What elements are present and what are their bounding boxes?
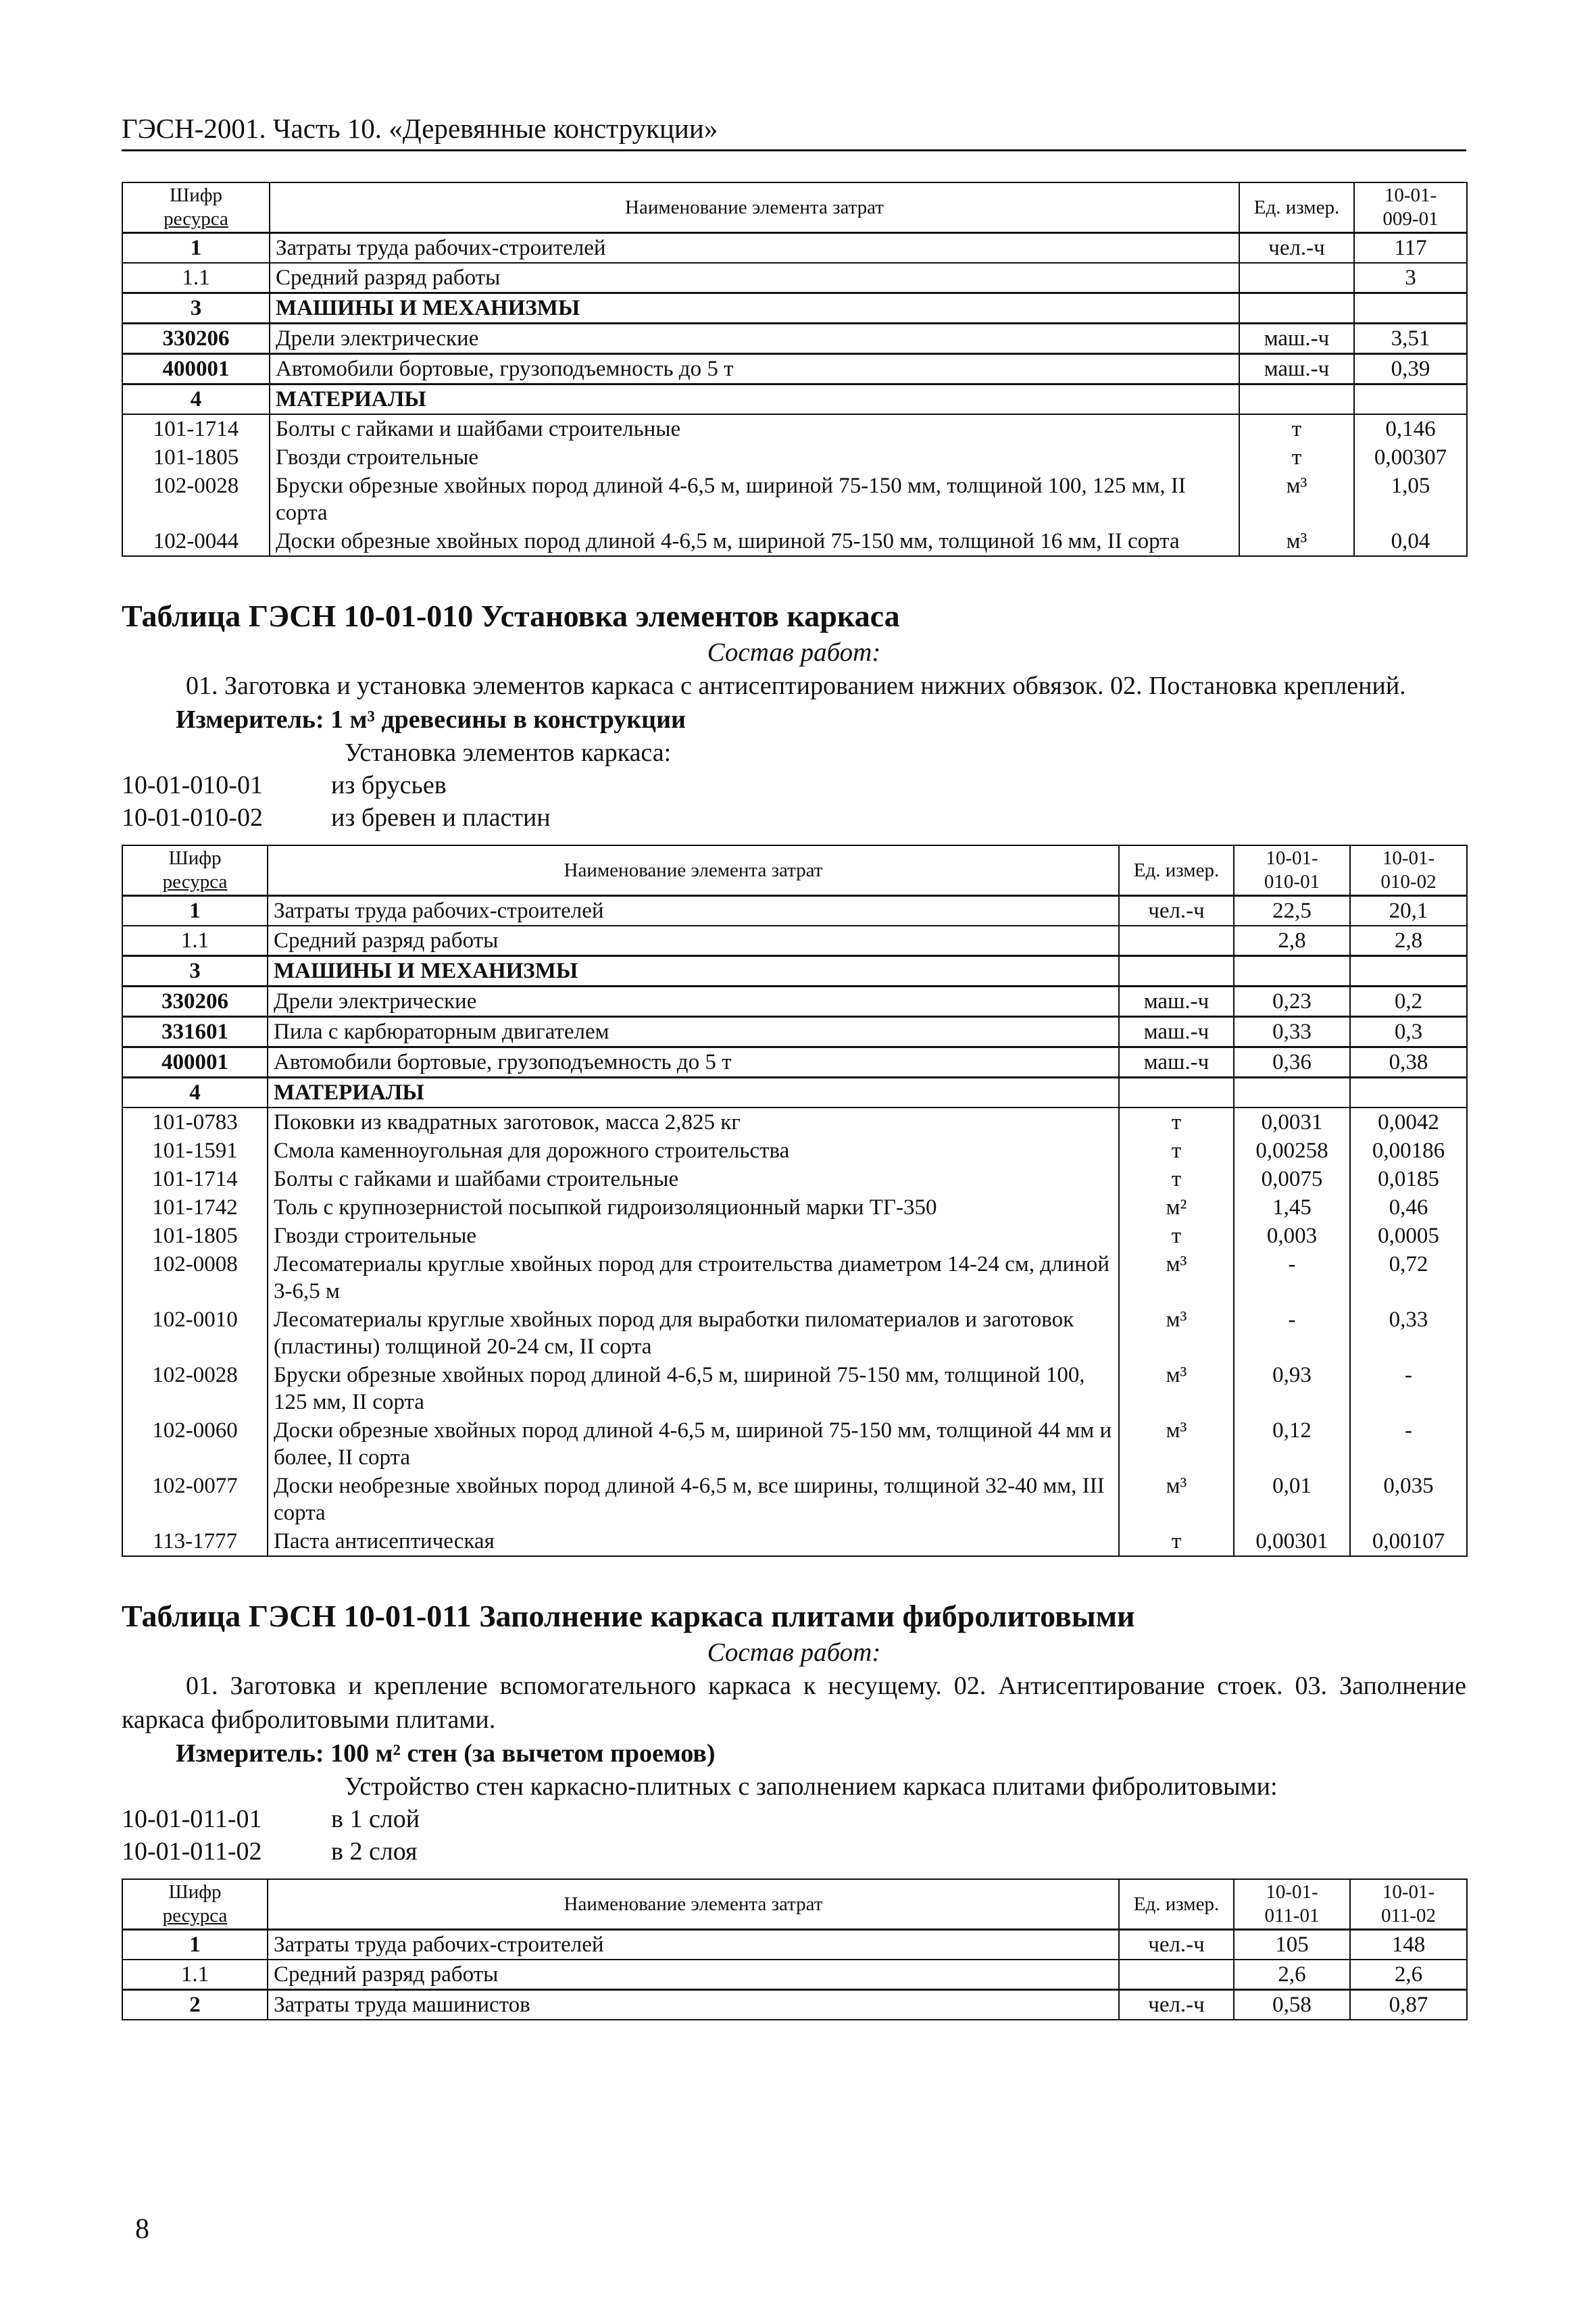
- table-row: [122, 1305, 1467, 1361]
- table-row: [122, 1930, 1467, 1960]
- row-unit: [1119, 1960, 1234, 1990]
- row-value: 0,33: [1234, 1017, 1350, 1047]
- table-title-011: Таблица ГЭСН 10-01-011 Заполнение каркаса плитами фибролитовыми: [122, 1599, 1135, 1633]
- table-row: [122, 1527, 1467, 1556]
- header-norm-code: [1350, 845, 1467, 896]
- variant-label: в 2 слоя: [331, 1837, 418, 1866]
- table-row: [122, 1165, 1467, 1193]
- row-name: Поковки из квадратных заготовок, масса 2,825 кг: [268, 1107, 1119, 1137]
- row-code: 113-1777: [122, 1527, 268, 1556]
- row-value: 0,12: [1234, 1416, 1350, 1472]
- row-name: МАШИНЫ И МЕХАНИЗМЫ: [270, 293, 1239, 324]
- row-unit: маш.-ч: [1119, 1017, 1234, 1047]
- table-row: [122, 926, 1467, 956]
- row-name: Болты с гайками и шайбами строительные: [268, 1165, 1119, 1193]
- row-name: Болты с гайками и шайбами строительные: [270, 414, 1239, 443]
- row-unit: м³: [1119, 1305, 1234, 1361]
- row-value: -: [1234, 1250, 1350, 1305]
- row-name: Дрели электрические: [268, 987, 1119, 1017]
- table-row: [122, 1361, 1467, 1416]
- row-value: 2,8: [1350, 926, 1467, 956]
- table-row: [122, 443, 1467, 472]
- row-unit: [1239, 384, 1354, 415]
- row-unit: м³: [1119, 1361, 1234, 1416]
- header-code: [122, 845, 268, 896]
- row-name: Лесоматериалы круглые хвойных пород для выработки пиломатериалов и заготовок (пластины) толщиной 20-24 см, II сорта: [268, 1305, 1119, 1361]
- table-row: [122, 1472, 1467, 1527]
- row-code: 400001: [122, 354, 270, 384]
- variant-code: 10-01-011-01: [122, 1805, 262, 1833]
- norm-code-line2: 010-02: [1380, 871, 1437, 893]
- table-row: [122, 1078, 1467, 1108]
- row-unit: т: [1239, 414, 1354, 443]
- row-name: Гвозди строительные: [270, 443, 1239, 472]
- row-value: 0,87: [1350, 1990, 1467, 2020]
- table-row: [122, 987, 1467, 1017]
- norm-code-line2: 010-01: [1264, 871, 1320, 893]
- row-value: [1234, 956, 1350, 987]
- header-code-line2: ресурса: [164, 208, 228, 230]
- row-name: Автомобили бортовые, грузоподъемность до 5 т: [268, 1047, 1119, 1078]
- row-value: 0,00107: [1350, 1527, 1467, 1556]
- header-norm-code: [1234, 845, 1350, 896]
- header-unit: Ед. измер.: [1119, 1879, 1234, 1930]
- norm-code-line1: 10-01-: [1266, 847, 1318, 869]
- row-value: -: [1234, 1305, 1350, 1361]
- row-code: 330206: [122, 324, 270, 354]
- row-value: 0,00258: [1234, 1137, 1350, 1165]
- row-name: Гвозди строительные: [268, 1222, 1119, 1250]
- row-value: 0,0005: [1350, 1222, 1467, 1250]
- row-value: 0,36: [1234, 1047, 1350, 1078]
- row-code: 1: [122, 1930, 268, 1960]
- row-code: 102-0077: [122, 1472, 268, 1527]
- row-value: 105: [1234, 1930, 1350, 1960]
- table-row: [122, 1107, 1467, 1137]
- row-value: 0,00307: [1354, 443, 1467, 472]
- row-code: 101-1714: [122, 1165, 268, 1193]
- table-row: [122, 472, 1467, 527]
- header-code: [122, 1879, 268, 1930]
- table-row: [122, 233, 1467, 264]
- row-unit: чел.-ч: [1119, 1990, 1234, 2020]
- table-row: [122, 956, 1467, 987]
- row-value: 0,39: [1354, 354, 1467, 384]
- header-row: [122, 845, 1467, 896]
- header-row: [122, 182, 1467, 233]
- norm-code-line2: 009-01: [1382, 208, 1439, 230]
- running-head: ГЭСН-2001. Часть 10. «Деревянные конструкции»: [122, 111, 1466, 151]
- row-unit: м³: [1119, 1416, 1234, 1472]
- resource-table-009: [122, 182, 1468, 557]
- header-code: [122, 182, 270, 233]
- row-code: 102-0044: [122, 527, 270, 556]
- row-value: 0,003: [1234, 1222, 1350, 1250]
- row-unit: [1239, 263, 1354, 293]
- row-value: 2,6: [1350, 1960, 1467, 1990]
- row-unit: т: [1119, 1165, 1234, 1193]
- header-unit: Ед. измер.: [1119, 845, 1234, 896]
- row-unit: т: [1119, 1527, 1234, 1556]
- row-name: Затраты труда рабочих-строителей: [268, 1930, 1119, 1960]
- row-code: 4: [122, 384, 270, 415]
- row-value: 0,146: [1354, 414, 1467, 443]
- row-value: -: [1350, 1416, 1467, 1472]
- row-unit: м³: [1119, 1472, 1234, 1527]
- row-code: 1: [122, 896, 268, 926]
- row-code: 331601: [122, 1017, 268, 1047]
- row-name: Толь с крупнозернистой посыпкой гидроизоляционный марки ТГ-350: [268, 1193, 1119, 1222]
- row-value: 1,45: [1234, 1193, 1350, 1222]
- norm-code-line2: 011-01: [1264, 1905, 1320, 1926]
- row-value: [1354, 293, 1467, 324]
- composition-text: 01. Заготовка и крепление вспомогательного каркаса к несущему. 02. Антисептирование стоек. 03. Заполнение каркаса фибролитовыми плитами.: [122, 1672, 1466, 1734]
- row-name: Бруски обрезные хвойных пород длиной 4-6,5 м, шириной 75-150 мм, толщиной 100, 125 мм, II сорта: [270, 472, 1239, 527]
- table-row: [122, 1990, 1467, 2020]
- norm-code-line1: 10-01-: [1382, 1881, 1435, 1903]
- row-value: 0,72: [1350, 1250, 1467, 1305]
- variant-code: 10-01-010-02: [122, 803, 263, 832]
- row-code: 102-0028: [122, 472, 270, 527]
- table-row: [122, 1137, 1467, 1165]
- norm-code-line1: 10-01-: [1382, 847, 1435, 869]
- meter-text: Измеритель: 100 м² стен (за вычетом проемов): [176, 1739, 716, 1768]
- row-name: Затраты труда рабочих-строителей: [268, 896, 1119, 926]
- row-name: МАТЕРИАЛЫ: [270, 384, 1239, 415]
- row-value: 3: [1354, 263, 1467, 293]
- row-code: 102-0008: [122, 1250, 268, 1305]
- row-code: 101-1805: [122, 1222, 268, 1250]
- row-value: 0,0075: [1234, 1165, 1350, 1193]
- row-value: 0,00301: [1234, 1527, 1350, 1556]
- row-unit: т: [1119, 1137, 1234, 1165]
- row-value: 148: [1350, 1930, 1467, 1960]
- row-value: 0,035: [1350, 1472, 1467, 1527]
- row-value: [1234, 1078, 1350, 1108]
- row-value: 0,0185: [1350, 1165, 1467, 1193]
- document-page: [122, 111, 1466, 2020]
- page-number: 8: [135, 2214, 149, 2245]
- table-row: [122, 293, 1467, 324]
- table-row: [122, 1222, 1467, 1250]
- variant-label: из бревен и пластин: [331, 803, 551, 832]
- row-value: 3,51: [1354, 324, 1467, 354]
- row-unit: т: [1119, 1222, 1234, 1250]
- header-norm-code: [1234, 1879, 1350, 1930]
- row-unit: маш.-ч: [1239, 354, 1354, 384]
- row-name: Средний разряд работы: [270, 263, 1239, 293]
- row-unit: чел.-ч: [1119, 1930, 1234, 1960]
- norm-code-line1: 10-01-: [1266, 1881, 1318, 1903]
- row-unit: чел.-ч: [1119, 896, 1234, 926]
- variant-code: 10-01-010-01: [122, 771, 263, 799]
- row-code: 102-0028: [122, 1361, 268, 1416]
- row-value: 0,01: [1234, 1472, 1350, 1527]
- variant-heading: Установка элементов каркаса:: [345, 739, 672, 767]
- row-value: 0,58: [1234, 1990, 1350, 2020]
- row-code: 400001: [122, 1047, 268, 1078]
- row-code: 1.1: [122, 263, 270, 293]
- header-code-line1: Шифр: [168, 847, 222, 869]
- row-code: 330206: [122, 987, 268, 1017]
- row-code: 102-0060: [122, 1416, 268, 1472]
- meter-text: Измеритель: 1 м³ древесины в конструкции: [176, 705, 686, 734]
- header-norm-code: [1354, 182, 1467, 233]
- header-name: Наименование элемента затрат: [270, 182, 1239, 233]
- row-value: 0,38: [1350, 1047, 1467, 1078]
- row-code: 101-0783: [122, 1107, 268, 1137]
- composition-label: Состав работ:: [707, 1638, 881, 1667]
- row-name: Доски обрезные хвойных пород длиной 4-6,5 м, шириной 75-150 мм, толщиной 44 мм и более, II сорта: [268, 1416, 1119, 1472]
- row-code: 101-1805: [122, 443, 270, 472]
- variant-code: 10-01-011-02: [122, 1837, 262, 1866]
- table-row: [122, 527, 1467, 556]
- table-row: [122, 1193, 1467, 1222]
- table-row: [122, 1047, 1467, 1078]
- row-unit: [1119, 1078, 1234, 1108]
- row-code: 1: [122, 233, 270, 264]
- row-value: 0,33: [1350, 1305, 1467, 1361]
- row-name: Пила с карбюраторным двигателем: [268, 1017, 1119, 1047]
- composition-label: Состав работ:: [707, 638, 881, 667]
- resource-table-010: [122, 845, 1468, 1557]
- row-unit: маш.-ч: [1119, 1047, 1234, 1078]
- variant-row: [122, 1835, 1466, 1868]
- row-value: 22,5: [1234, 896, 1350, 926]
- row-unit: м³: [1239, 527, 1354, 556]
- variant-label: из брусьев: [331, 771, 447, 799]
- row-unit: [1239, 293, 1354, 324]
- row-unit: м³: [1119, 1250, 1234, 1305]
- row-value: 0,23: [1234, 987, 1350, 1017]
- row-code: 2: [122, 1990, 268, 2020]
- row-name: Доски необрезные хвойных пород длиной 4-6,5 м, все ширины, толщиной 32-40 мм, III сорта: [268, 1472, 1119, 1527]
- header-unit: Ед. измер.: [1239, 182, 1354, 233]
- header-code-line1: Шифр: [168, 1881, 222, 1903]
- row-code: 101-1591: [122, 1137, 268, 1165]
- row-unit: маш.-ч: [1119, 987, 1234, 1017]
- row-unit: маш.-ч: [1239, 324, 1354, 354]
- row-unit: [1119, 956, 1234, 987]
- row-value: 2,6: [1234, 1960, 1350, 1990]
- row-value: [1350, 956, 1467, 987]
- row-value: -: [1350, 1361, 1467, 1416]
- row-value: [1354, 384, 1467, 415]
- row-unit: т: [1119, 1107, 1234, 1137]
- row-name: МАШИНЫ И МЕХАНИЗМЫ: [268, 956, 1119, 987]
- variant-row: [122, 769, 1466, 801]
- row-name: Дрели электрические: [270, 324, 1239, 354]
- row-code: 1.1: [122, 926, 268, 956]
- row-value: 0,0042: [1350, 1107, 1467, 1137]
- table-row: [122, 1250, 1467, 1305]
- row-code: 102-0010: [122, 1305, 268, 1361]
- table-row: [122, 1416, 1467, 1472]
- table-row: [122, 896, 1467, 926]
- table-title-010: Таблица ГЭСН 10-01-010 Установка элементов каркаса: [122, 599, 900, 633]
- row-value: 0,2: [1350, 987, 1467, 1017]
- row-unit: [1119, 926, 1234, 956]
- row-value: 0,3: [1350, 1017, 1467, 1047]
- table-row: [122, 414, 1467, 443]
- row-value: 1,05: [1354, 472, 1467, 527]
- row-value: 0,46: [1350, 1193, 1467, 1222]
- header-name: Наименование элемента затрат: [268, 1879, 1119, 1930]
- row-code: 101-1714: [122, 414, 270, 443]
- row-value: 0,04: [1354, 527, 1467, 556]
- row-code: 101-1742: [122, 1193, 268, 1222]
- row-unit: м³: [1239, 472, 1354, 527]
- table-row: [122, 1960, 1467, 1990]
- row-unit: т: [1239, 443, 1354, 472]
- table-row: [122, 354, 1467, 384]
- row-name: Бруски обрезные хвойных пород длиной 4-6,5 м, шириной 75-150 мм, толщиной 100, 125 мм, II сорта: [268, 1361, 1119, 1416]
- row-name: Затраты труда машинистов: [268, 1990, 1119, 2020]
- table-row: [122, 1017, 1467, 1047]
- row-value: 0,0031: [1234, 1107, 1350, 1137]
- row-value: 0,93: [1234, 1361, 1350, 1416]
- variant-heading: Устройство стен каркасно-плитных с заполнением каркаса плитами фибролитовыми:: [345, 1772, 1278, 1801]
- row-value: [1350, 1078, 1467, 1108]
- row-name: Автомобили бортовые, грузоподъемность до 5 т: [270, 354, 1239, 384]
- row-code: 3: [122, 293, 270, 324]
- row-unit: чел.-ч: [1239, 233, 1354, 264]
- header-name: Наименование элемента затрат: [268, 845, 1119, 896]
- row-value: 2,8: [1234, 926, 1350, 956]
- header-code-line2: ресурса: [162, 1905, 228, 1926]
- row-value: 117: [1354, 233, 1467, 264]
- table-row: [122, 384, 1467, 415]
- norm-code-line1: 10-01-: [1384, 184, 1437, 206]
- row-name: Паста антисептическая: [268, 1527, 1119, 1556]
- row-value: 0,00186: [1350, 1137, 1467, 1165]
- row-name: Средний разряд работы: [268, 1960, 1119, 1990]
- variant-row: [122, 1803, 1466, 1835]
- header-code-line2: ресурса: [162, 871, 228, 893]
- row-code: 4: [122, 1078, 268, 1108]
- composition-text: 01. Заготовка и установка элементов каркаса с антисептированием нижних обвязок. 02. Постановка креплений.: [186, 672, 1406, 700]
- row-name: Средний разряд работы: [268, 926, 1119, 956]
- row-code: 3: [122, 956, 268, 987]
- row-unit: м²: [1119, 1193, 1234, 1222]
- row-name: Затраты труда рабочих-строителей: [270, 233, 1239, 264]
- row-name: Смола каменноугольная для дорожного строительства: [268, 1137, 1119, 1165]
- table-row: [122, 263, 1467, 293]
- norm-code-line2: 011-02: [1380, 1905, 1437, 1926]
- row-name: МАТЕРИАЛЫ: [268, 1078, 1119, 1108]
- variant-row: [122, 801, 1466, 834]
- table-row: [122, 324, 1467, 354]
- resource-table-011: [122, 1878, 1468, 2020]
- row-value: 20,1: [1350, 896, 1467, 926]
- variant-label: в 1 слой: [331, 1805, 420, 1833]
- header-row: [122, 1879, 1467, 1930]
- row-name: Лесоматериалы круглые хвойных пород для строительства диаметром 14-24 см, длиной 3-6,5 м: [268, 1250, 1119, 1305]
- header-code-line1: Шифр: [169, 184, 223, 206]
- row-code: 1.1: [122, 1960, 268, 1990]
- row-name: Доски обрезные хвойных пород длиной 4-6,5 м, шириной 75-150 мм, толщиной 16 мм, II сорта: [270, 527, 1239, 556]
- header-norm-code: [1350, 1879, 1467, 1930]
